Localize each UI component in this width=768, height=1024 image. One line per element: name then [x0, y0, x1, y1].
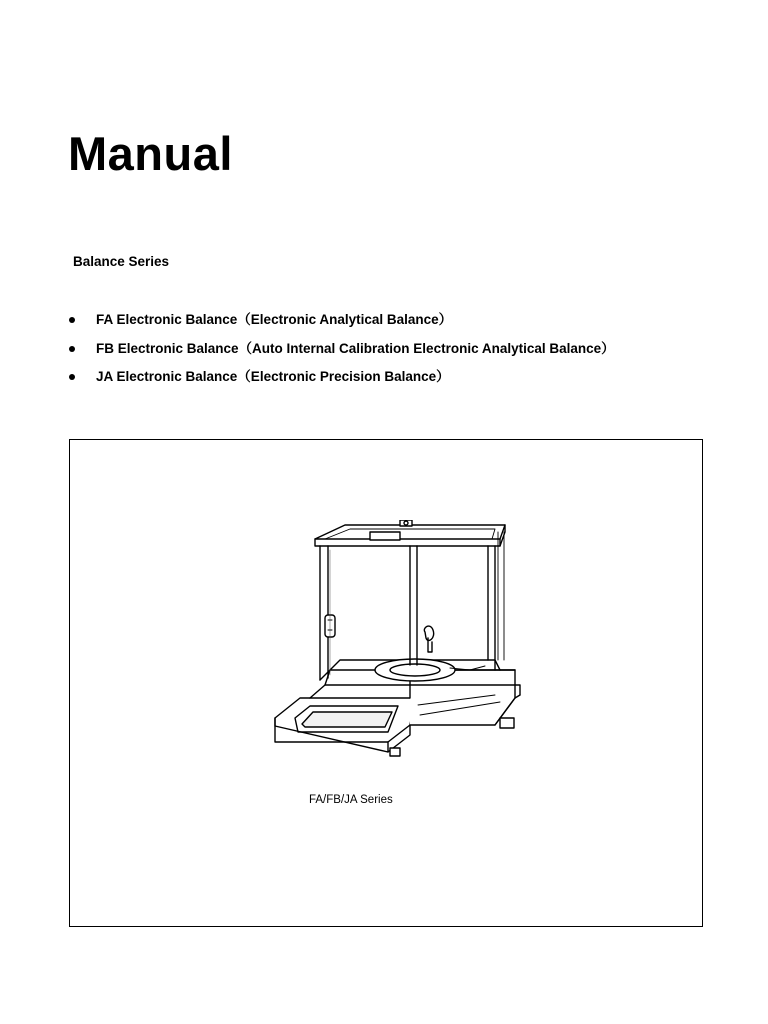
- bullet-icon: [69, 374, 75, 380]
- figure-frame: [69, 439, 703, 927]
- balance-illustration: [270, 520, 530, 770]
- list-item-text: JA Electronic Balance（Electronic Precision Balance）: [96, 369, 450, 384]
- bullet-icon: [69, 346, 75, 352]
- figure-caption: FA/FB/JA Series: [309, 794, 393, 806]
- bullet-icon: [69, 317, 75, 323]
- document-title: Manual: [68, 127, 233, 180]
- series-subtitle: Balance Series: [73, 254, 170, 269]
- list-item-text: FB Electronic Balance（Auto Internal Calibration Electronic Analytical Balance）: [96, 340, 615, 356]
- list-item-text: FA Electronic Balance（Electronic Analytical Balance）: [96, 312, 453, 327]
